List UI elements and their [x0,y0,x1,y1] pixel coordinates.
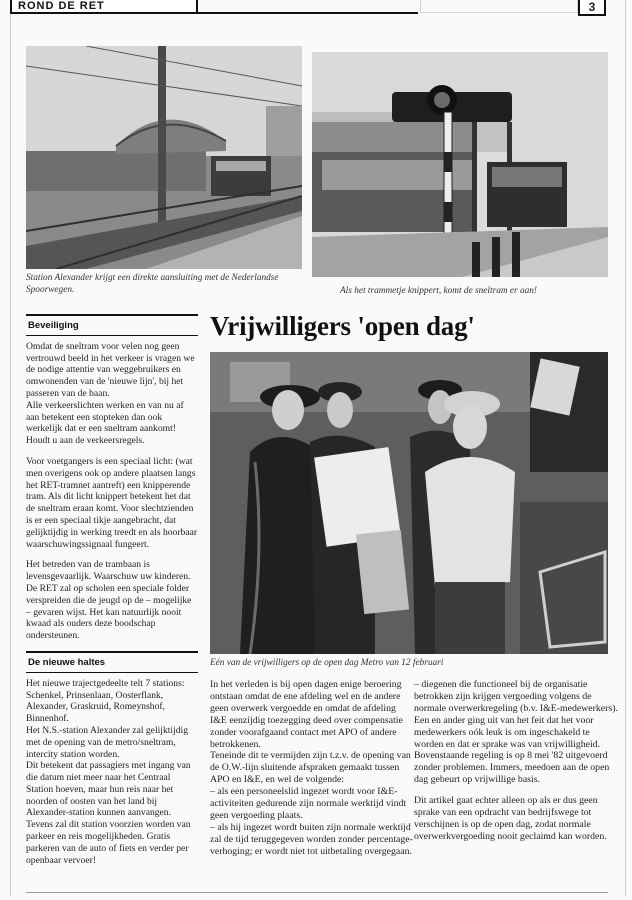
signal-photo [312,52,608,277]
article-headline: Vrijwilligers 'open dag' [210,311,475,341]
article-paragraph: – diegenen die functioneel bij de organisatie betrokken zijn krijgen vergoeding volgens de normale overwerkregeling (b.v. I&E-medewerkers). Een en ander ging uit van het feit dat het voor medewerkers oók leuk is om ingeschakeld te worden en dat er sprake was van vrijwilligheid. Bovenstaande regeling is op 8 mei '82 uitgevoerd zonder problemen. Immers, meedoen aan de open dag gebeurt op vrijwillige basis. [414,679,618,786]
sidebar-paragraph: Het nieuwe trajectgedeelte telt 7 stations: Schenkel, Prinsenlaan, Oosterflank, Alexander, Graskruid, Romeynshof, Binnenhof. Het N.S.-station Alexander zal gelijktijdig met de opening van de metro/sneltram, intercity station worden. Dit betekent dat passagiers met ingang van die datum niet meer naar het Centraal Station hoeven, maar hun reis naar het noorden of oosten van het land bij Alexander-station kunnen aanvangen. Tevens zal dit station voorzien worden van parkeer en reis mogelijkheden. Gratis parkeren van de auto of fiets en verder per openbaar vervoer! [26,677,191,866]
signal-photo-caption: Als het trammetje knippert, komt de sneltram er aan! [340,286,538,296]
bottom-rule [26,892,608,893]
article-paragraph: Dit artikel gaat echter alleen op als er dus geen sprake van een opdracht van bedrijfswege tot verschijnen is op de open dag, zodat normale overwerkvergoeding nooit geclaimd kan worden. [414,795,607,842]
masthead-rule [190,12,418,14]
masthead-ghost [420,0,578,13]
section-heading-nieuwe-haltes: De nieuwe haltes [26,651,198,673]
section-heading-beveiliging: Beveiliging [26,314,198,336]
article-column-2 [414,679,618,852]
article-paragraph: In het verleden is bij open dagen enige beroering ontstaan omdat de ene afdeling wel en de andere geen overwerk vergoedde en omdat de afdeling I&E eenzijdig toezegging deed over compensatie zonder voorafgaand contact met APO of andere betrokkenen. Teneinde dit te vermijden zijn t.z.v. de opening van de O.W.-lijn sluitende afspraken gemaakt tussen APO en I&E, en wel de volgende: – als een personeelslid ingezet wordt voor I&E-activiteiten gedurende zijn normale werktijd vindt geen vergoeding plaats. – als hij ingezet wordt buiten zijn normale werktijd zal de tijd teruggegeven worden zonder percentage-verhoging; er wordt niet tot uitbetaling overgegaan. [210,679,413,857]
volunteers-photo-caption: Eén van de vrijwilligers op de open dag Metro van 12 februari [210,658,444,668]
sidebar-paragraph: Omdat de sneltram voor velen nog geen vertrouwd beeld in het verkeer is vragen we de nodige attentie van weggebruikers en omwonenden van de 'nieuwe lijn', bij het passeren van de baan. Alle verkeerslichten werken en van nu af aan betekent een stopteken dan ook werkelijk dat er een sneltram aankomt! Houdt u aan de verkeersregels. [26,340,195,447]
sidebar [26,314,198,875]
sidebar-paragraph: Voor voetgangers is een speciaal licht: (wat men overigens ook op andere plaatsen langs het RET-tramnet aantreft) een knipperende tram. Als dit licht knippert betekent het dat de sneltram eraan komt. Voor slechtzienden is er een speciaal tikje aangebracht, dat gelijktijdig in werking treedt en als hoorbaar waarschuwingssignaal fungeert. [26,455,198,550]
masthead-title: ROND DE RET [10,0,198,14]
article-column-1 [210,679,414,867]
page-number: 3 [578,0,606,16]
volunteers-photo [210,352,608,654]
station-photo [26,46,302,269]
sidebar-paragraph: Het betreden van de trambaan is levensgevaarlijk. Waarschuw uw kinderen. De RET zal op scholen een speciale folder verspreiden die de jeugd op de – mogelijke – gevaren wijst. Het kan natuurlijk nooit kwaad als ouders deze boodschap ondersteunen. [26,559,192,642]
station-photo-caption: Station Alexander krijgt een direkte aansluiting met de Nederlandse Spoorwegen. [26,273,279,295]
